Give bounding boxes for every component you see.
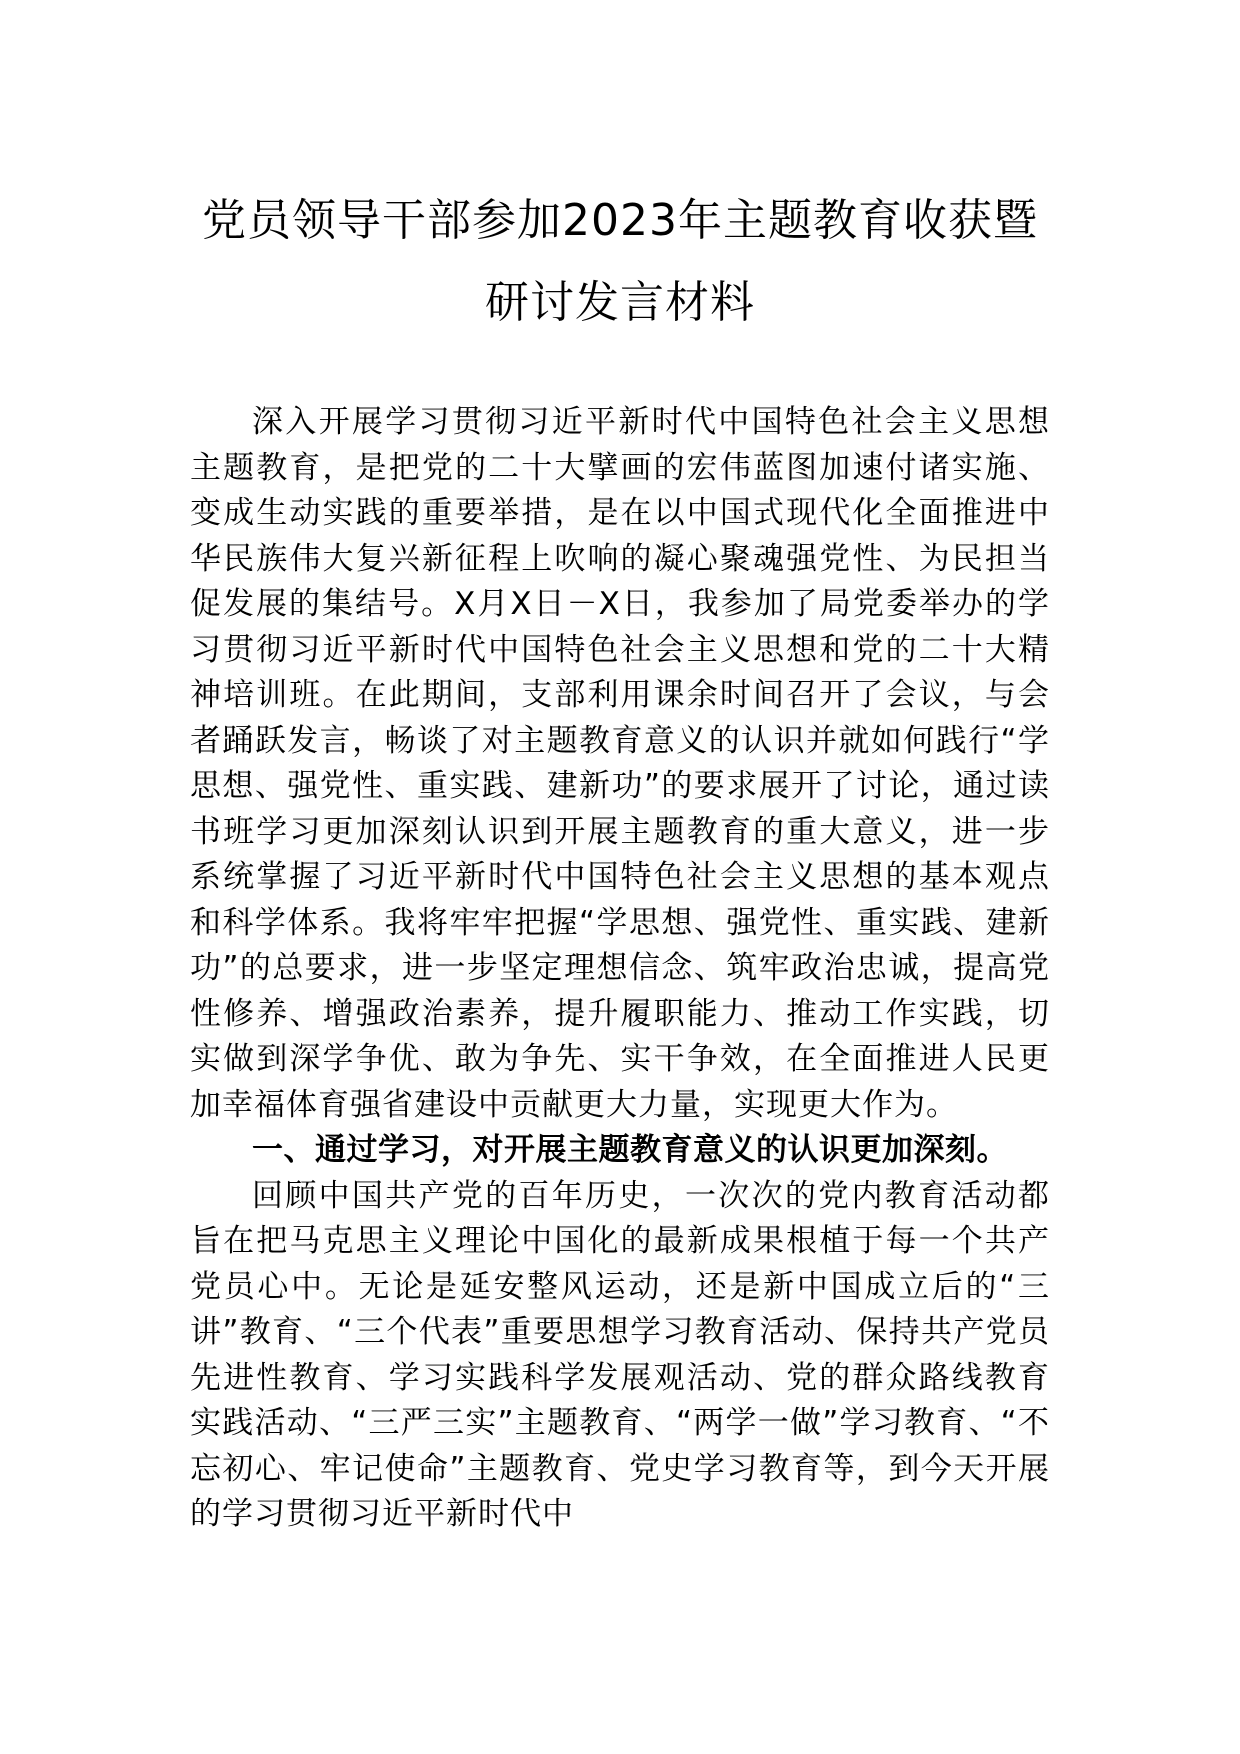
title-line-1: 党员领导干部参加2023年主题教育收获暨 (202, 195, 1038, 246)
body-paragraph-history: 回顾中国共产党的百年历史，一次次的党内教育活动都旨在把马克思主义理论中国化的最新成果根植于每一个共产党员心中。无论是延安整风运动，还是新中国成立后的“三讲”教育、“三个代表”重要思想学习教育活动、保持共产党员先进性教育、学习实践科学发展观活动、党的群众路线教育实践活动、“三严三实”主题教育、“两学一做”学习教育、“不忘初心、牢记使命”主题教育、党史学习教育等，到今天开展的学习贯彻习近平新时代中 (190, 1177, 1050, 1532)
title-line-2: 研讨发言材料 (485, 277, 755, 328)
document-title (150, 180, 1090, 344)
body-paragraph-intro: 深入开展学习贯彻习近平新时代中国特色社会主义思想主题教育，是把党的二十大擘画的宏伟蓝图加速付诸实施、变成生动实践的重要举措，是在以中国式现代化全面推进中华民族伟大复兴新征程上吹响的凝心聚魂强党性、为民担当促发展的集结号。X月X日－X日，我参加了局党委举办的学习贯彻习近平新时代中国特色社会主义思想和党的二十大精神培训班。在此期间，支部利用课余时间召开了会议，与会者踊跃发言，畅谈了对主题教育意义的认识并就如何践行“学思想、强党性、重实践、建新功”的要求展开了讨论，通过读书班学习更加深刻认识到开展主题教育的重大意义，进一步系统掌握了习近平新时代中国特色社会主义思想的基本观点和科学体系。我将牢牢把握“学思想、强党性、重实践、建新功”的总要求，进一步坚定理想信念、筑牢政治忠诚，提高党性修养、增强政治素养，提升履职能力、推动工作实践，切实做到深学争优、敢为争先、实干争效，在全面推进人民更加幸福体育强省建设中贡献更大力量，实现更大作为。 (190, 404, 1050, 1123)
document-body (190, 400, 1050, 1538)
section-heading-1: 一、通过学习，对开展主题教育意义的认识更加深刻。 (252, 1132, 1008, 1168)
